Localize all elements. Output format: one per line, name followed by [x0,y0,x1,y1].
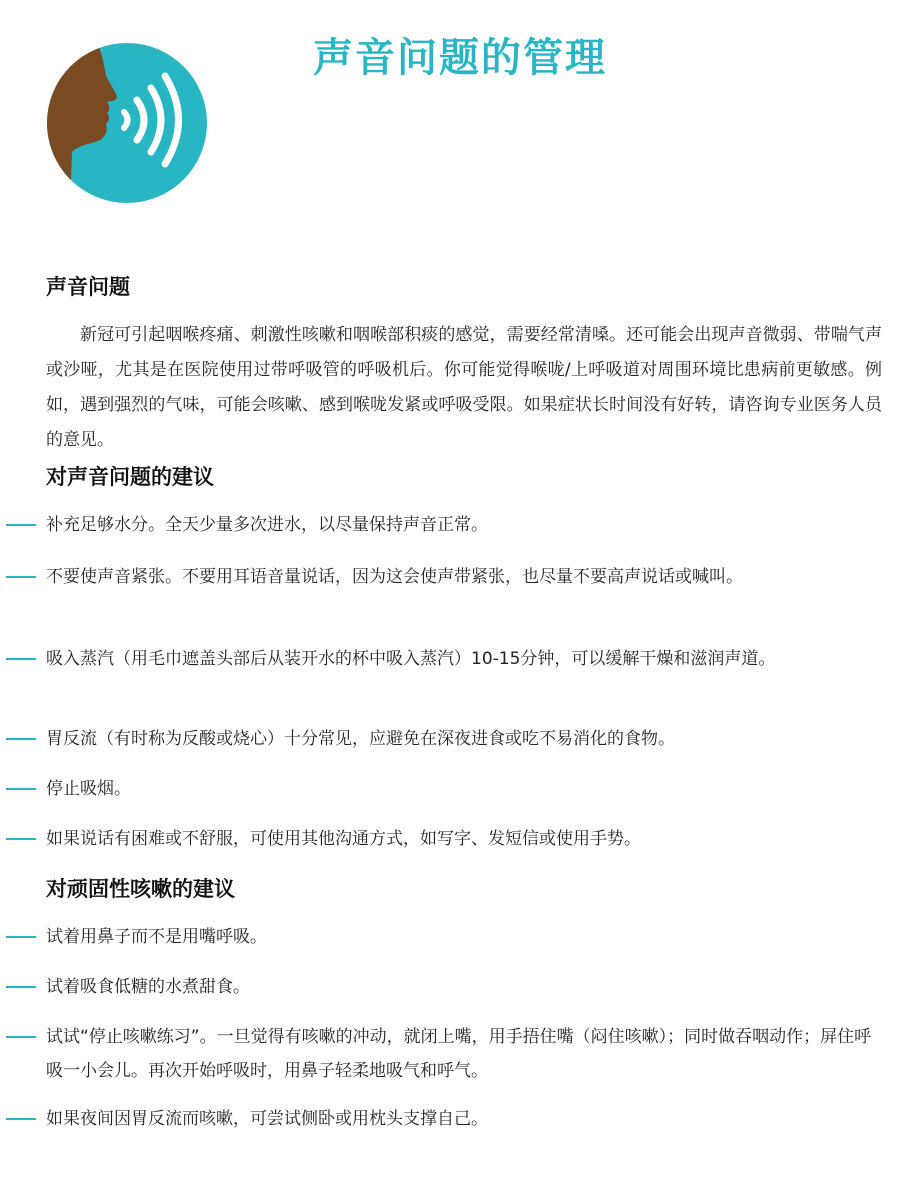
list-item: 试试“停止咳嗽练习”。一旦觉得有咳嗽的冲动，就闭上嘴，用手捂住嘴（闷住咳嗽）；同时做吞咽动作；屏住呼吸一小会儿。再次开始呼吸时，用鼻子轻柔地吸气和呼气。 [0,1020,884,1088]
bullet-dash-icon [6,986,36,988]
bullet-dash-icon [6,936,36,938]
bullet-dash-icon [6,524,36,526]
bullet-dash-icon [6,576,36,578]
section-heading-cough-advice: 对顽固性咳嗽的建议 [46,877,235,901]
list-item: 试着吸食低糖的水煮甜食。 [0,970,884,1004]
speaking-voice-icon [44,40,210,206]
page-title: 声音问题的管理 [313,35,607,81]
list-item: 如果说话有困难或不舒服，可使用其他沟通方式，如写字、发短信或使用手势。 [0,822,884,856]
section-heading-voice-problems: 声音问题 [46,275,130,299]
bullet-dash-icon [6,1118,36,1120]
list-item: 如果夜间因胃反流而咳嗽，可尝试侧卧或用枕头支撑自己。 [0,1102,884,1136]
bullet-dash-icon [6,788,36,790]
bullet-dash-icon [6,658,36,660]
list-item: 不要使声音紧张。不要用耳语音量说话，因为这会使声带紧张，也尽量不要高声说话或喊叫。 [0,560,884,594]
bullet-dash-icon [6,838,36,840]
list-item: 停止吸烟。 [0,772,884,806]
list-item: 胃反流（有时称为反酸或烧心）十分常见，应避免在深夜进食或吃不易消化的食物。 [0,722,884,756]
section-paragraph: 新冠可引起咽喉疼痛、刺激性咳嗽和咽喉部积痰的感觉，需要经常清嗓。还可能会出现声音微弱、带喘气声或沙哑，尤其是在医院使用过带呼吸管的呼吸机后。你可能觉得喉咙/上呼吸道对周围环境比患病前更敏感。例如，遇到强烈的气味，可能会咳嗽、感到喉咙发紧或呼吸受限。如果症状长时间没有好转，请咨询专业医务人员的意见。 [46,325,882,450]
list-item: 试着用鼻子而不是用嘴呼吸。 [0,920,884,954]
section-heading-voice-advice: 对声音问题的建议 [46,465,214,489]
bullet-dash-icon [6,738,36,740]
list-item: 补充足够水分。全天少量多次进水，以尽量保持声音正常。 [0,508,884,542]
list-item: 吸入蒸汽（用毛巾遮盖头部后从装开水的杯中吸入蒸汽）10-15分钟，可以缓解干燥和滋润声道。 [0,642,884,676]
bullet-dash-icon [6,1036,36,1038]
